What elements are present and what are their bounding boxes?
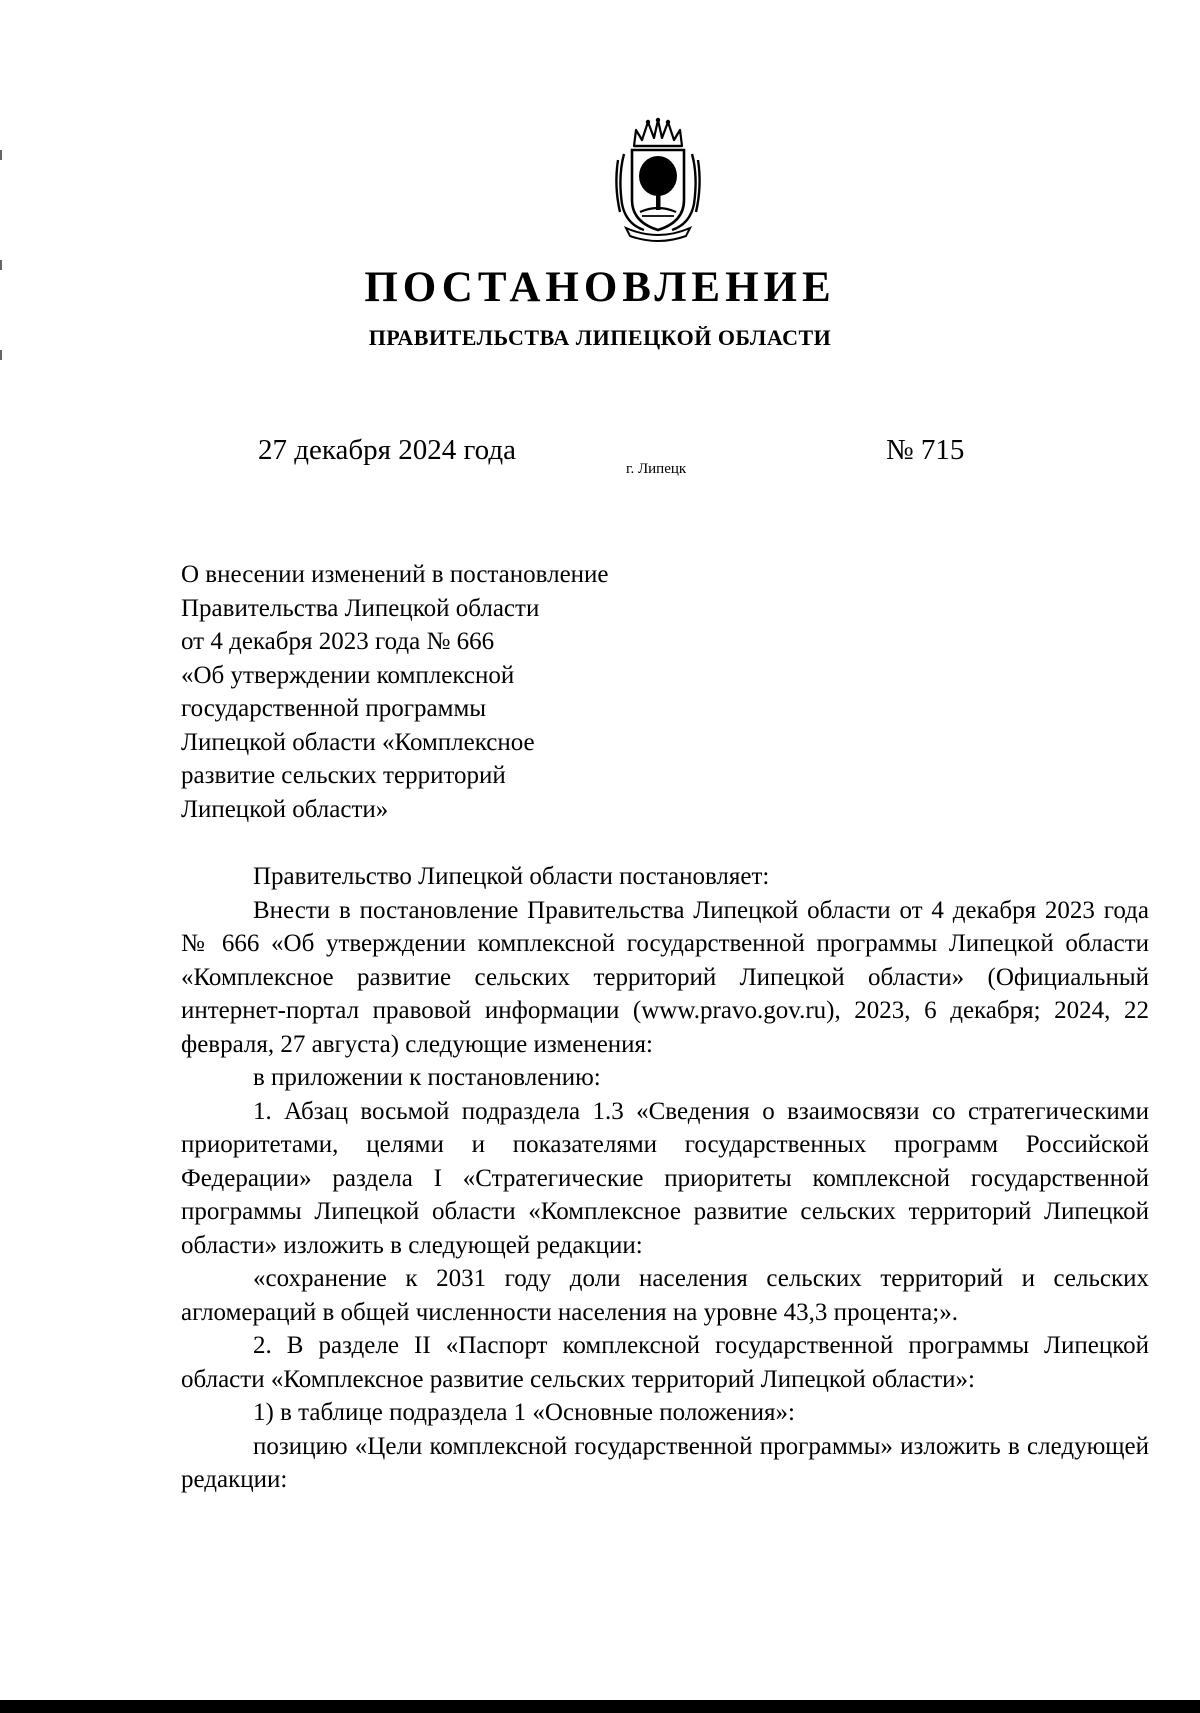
document-heading [181,558,701,826]
document-date: 27 декабря 2024 года [258,434,516,466]
heading-line: Липецкой области «Комплексное [181,728,535,756]
document-city: г. Липецк [626,461,687,477]
scan-edge [0,1700,1200,1713]
body-paragraph-preamble: Правительство Липецкой области постановляет: [253,863,770,890]
document-body [181,860,1149,1497]
heading-line: О внесении изменений в постановление [181,561,609,588]
body-paragraph-item-2: 2. В разделе II «Паспорт комплексной государственной программы Липецкой области «Комплексное развитие сельских территорий Липецкой области»: [181,1332,1149,1393]
heading-line: «Об утверждении комплексной [181,661,515,689]
body-paragraph-appendix: в приложении к постановлению: [253,1064,601,1091]
body-paragraph-subitem-1: 1) в таблице подраздела 1 «Основные положения»: [253,1399,795,1426]
document-subtitle: ПРАВИТЕЛЬСТВА ЛИПЕЦКОЙ ОБЛАСТИ [368,325,832,350]
heading-line: от 4 декабря 2023 года № 666 [181,628,495,655]
body-paragraph-amendment: Внести в постановление Правительства Липецкой области от 4 декабря 2023 года № 666 «Об утверждении комплексной государственной программы Липецкой области «Комплексное развитие сельских территорий Липецкой области» (Официальный интернет-портал правовой информации (www.pravo.gov.ru), 2023, 6 декабря; 2024, 22 февраля, 27 августа) следующие изменения: [181,896,1149,1058]
body-paragraph-item-1: 1. Абзац восьмой подраздела 1.3 «Сведения о взаимосвязи со стратегическими приоритетами, целями и показателями государственных программ Российской Федерации» раздела I «Стратегические приоритеты комплексной государственной программы Липецкой области «Комплексное развитие сельских территорий Липецкой области» изложить в следующей редакции: [181,1097,1149,1259]
heading-line: Правительства Липецкой области [181,594,540,622]
body-paragraph-quote: «сохранение к 2031 году доли населения сельских территорий и сельских агломераций в общей численности населения на уровне 43,3 процента;». [181,1265,1149,1326]
document-title: ПОСТАНОВЛЕНИЕ [364,264,836,311]
coat-of-arms-icon [612,116,704,242]
heading-line: развитие сельских территорий [181,762,506,789]
heading-line: Липецкой области» [181,795,389,823]
scan-mark [0,150,2,160]
heading-line: государственной программы [181,695,487,722]
body-paragraph-position: позицию «Цели комплексной государственной программы» изложить в следующей редакции: [181,1432,1149,1493]
document-number: № 715 [886,434,965,466]
